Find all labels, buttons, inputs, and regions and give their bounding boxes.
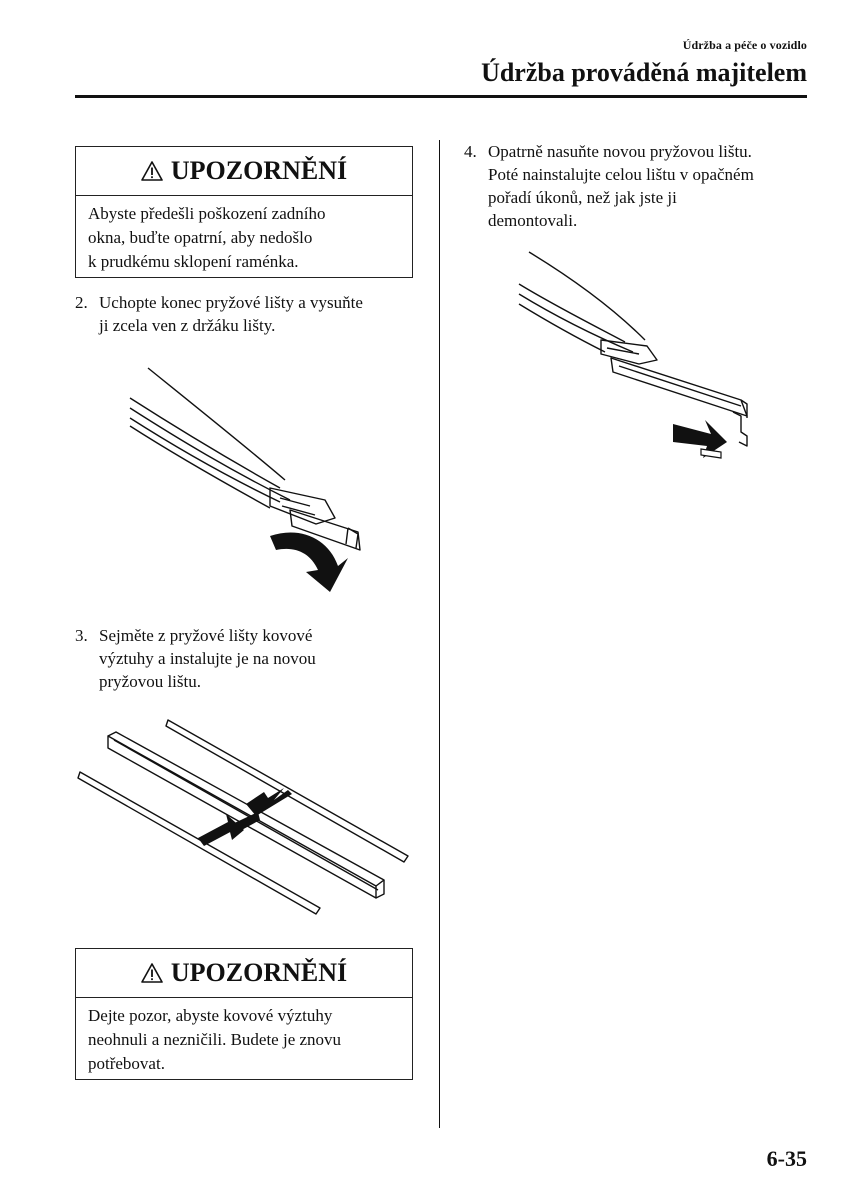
column-divider [439,140,440,1128]
warning-triangle-icon [141,161,163,181]
step-line: Poté nainstalujte celou lištu v opačném [488,165,754,184]
warning-title-1: UPOZORNĚNÍ [170,156,348,185]
arrow-right-shaft-lower [198,822,234,846]
step-line: pořadí úkonů, než jak jste ji [488,188,677,207]
step-line: demontovali. [488,211,578,230]
warning-line: okna, buďte opatrní, aby nedošlo [88,228,313,247]
holder-clip [270,488,335,524]
rubber-strip [611,358,747,416]
step-line: Sejměte z pryžové lišty kovové [99,626,313,645]
blade-bottom [519,304,605,352]
warning-title-2: UPOZORNĚNÍ [170,958,348,987]
section-kicker: Údržba a péče o vozidlo [682,38,807,52]
warning-line: neohnuli a nezničili. Budete je znovu [88,1030,342,1049]
step-text [99,291,420,337]
strip-end-detail [733,400,747,446]
step-line: pryžovou lištu. [99,672,201,691]
arrow-left-icon-upper [246,788,292,816]
figure-stiffeners [78,718,412,918]
blade-mid [519,294,633,352]
blade-mid [130,408,290,500]
arm-top-edge [529,252,645,340]
blade-top [130,398,280,488]
rubber-strip-body [108,736,376,898]
blade-bottom [130,418,280,502]
warning-triangle-icon [141,963,163,983]
warning-text-1 [76,196,412,282]
step-2 [75,291,420,337]
clip-detail [607,348,639,354]
warning-line: Dejte pozor, abyste kovové výztuhy [88,1006,333,1025]
warning-box-1 [75,146,413,278]
step-text [488,140,814,232]
rubber-strip-groove [114,740,378,890]
warning-heading-2 [76,949,412,998]
warning-text-2 [76,998,412,1084]
step-number: 4. [464,142,477,161]
step-3 [75,624,420,693]
strip-groove [619,366,741,406]
step-line: výztuhy a instalujte je na novou [99,649,316,668]
page-number: 6-35 [766,1146,807,1171]
warning-line: k prudkému sklopení raménka. [88,252,299,271]
step-number: 2. [75,293,88,312]
page-title: Údržba prováděná majitelem [481,58,807,87]
header-rule [75,95,807,98]
rubber-strip-top [108,732,384,886]
figure-blade-insert [515,250,755,465]
arm-top-edge [148,368,285,480]
blade-underside [130,426,270,508]
warning-line: potřebovat. [88,1054,165,1073]
warning-box-2 [75,948,413,1080]
step-line: Opatrně nasuňte novou pryžovou lištu. [488,142,752,161]
step-text [99,624,420,693]
step-line: ji zcela ven z držáku lišty. [99,316,276,335]
warning-heading-1 [76,147,412,196]
warning-line: Abyste předešli poškození zadního [88,204,326,223]
step-4 [464,140,814,232]
step-line: Uchopte konec pryžové lišty a vysuňte [99,293,363,312]
step-number: 3. [75,626,88,645]
figure-blade-removal [120,360,340,600]
